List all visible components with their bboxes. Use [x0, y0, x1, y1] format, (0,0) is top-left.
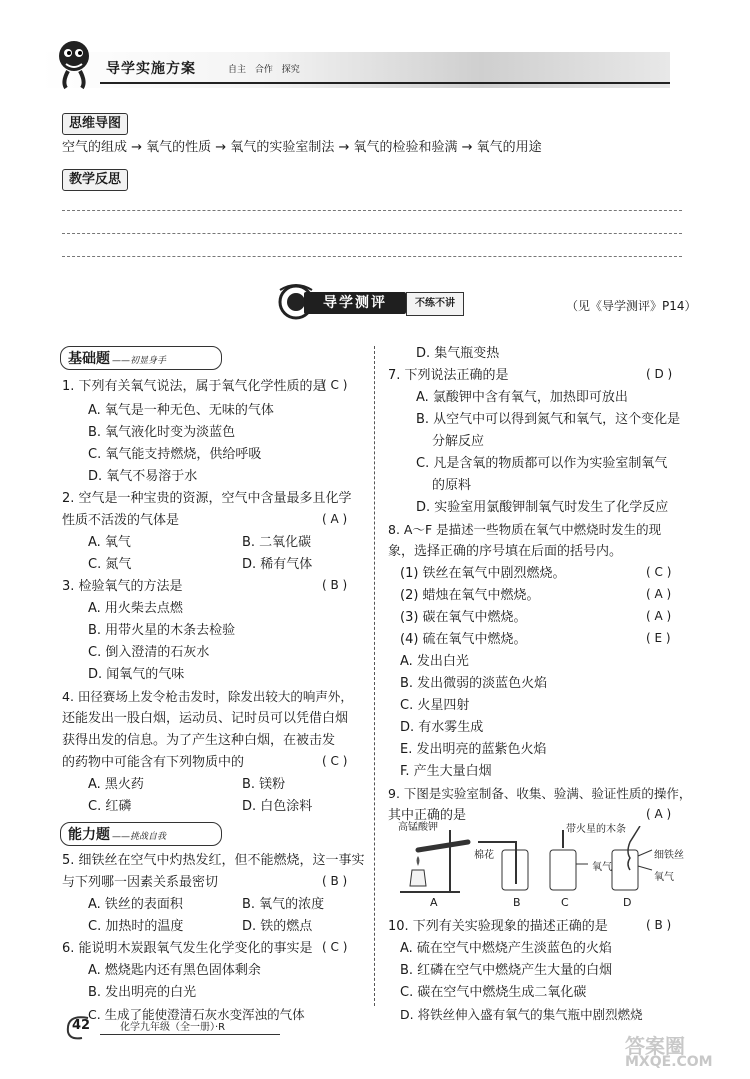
q8-option-f: F. 产生大量白烟 — [400, 764, 492, 779]
q2-answer: ( A ) — [322, 512, 348, 526]
q8-option-a: A. 发出白光 — [400, 654, 469, 669]
q8-item-3: (3) 碳在氧气中燃烧。 — [400, 610, 527, 625]
q5-stem-2: 与下列哪一因素关系最密切 — [62, 875, 219, 890]
q7-option-b-1: B. 从空气中可以得到氮气和氧气，这个变化是 — [416, 412, 681, 427]
q4-answer: ( C ) — [322, 754, 348, 768]
q5-option-c: C. 加热时的温度 — [88, 919, 184, 934]
q4-option-c: C. 红磷 — [88, 799, 132, 814]
q1-option-b: B. 氧气液化时变为淡蓝色 — [88, 425, 236, 440]
header-title: 导学实施方案 — [106, 61, 196, 77]
q8-item-1-answer: ( C ) — [646, 565, 672, 579]
header-subtitle: 自主 合作 探究 — [228, 65, 300, 75]
q4-option-a: A. 黑火药 — [88, 777, 144, 792]
q1-stem: 1. 下列有关氧气说法，属于氧气化学性质的是 — [62, 379, 326, 394]
basic-title-text: 基础题 — [68, 351, 110, 367]
ability-section-title — [68, 824, 166, 844]
q9-stem-2: 其中正确的是 — [388, 808, 467, 823]
q1-option-a: A. 氧气是一种无色、无味的气体 — [88, 403, 274, 418]
q5-option-b: B. 氧气的浓度 — [242, 897, 325, 912]
q6-option-c: C. 生成了能使澄清石灰水变浑浊的气体 — [88, 1007, 305, 1022]
q8-stem-1: 8. A～F 是描述一些物质在氧气中燃烧时发生的现 — [388, 522, 662, 537]
q7-option-d: D. 实验室用氯酸钾制氧气时发生了化学反应 — [416, 500, 669, 515]
ability-title-text: 能力题 — [68, 827, 110, 843]
banner-reference: （见《导学测评》P14） — [566, 299, 697, 313]
q1-option-d: D. 氧气不易溶于水 — [88, 469, 198, 484]
q10-answer: ( B ) — [646, 918, 672, 932]
banner-tag: 不练不讲 — [406, 292, 464, 316]
watermark-url: MXQE.COM — [625, 1054, 713, 1070]
reflection-label: 教学反思 — [62, 169, 128, 191]
banner-title: 导学测评 — [304, 292, 406, 314]
q6-option-b: B. 发出明亮的白光 — [88, 985, 197, 1000]
q2-option-d: D. 稀有气体 — [242, 557, 313, 572]
page-number: 42 — [72, 1018, 91, 1033]
q3-answer: ( B ) — [322, 578, 348, 592]
q10-option-a: A. 硫在空气中燃烧产生淡蓝色的火焰 — [400, 941, 612, 956]
q4-stem-2: 还能发出一股白烟，运动员、记时员可以凭借白烟 — [62, 711, 349, 726]
q4-option-d: D. 白色涂料 — [242, 799, 313, 814]
q4-stem-3: 获得出发的信息。为了产生这种白烟，在被击发 — [62, 733, 336, 748]
q7-option-c-1: C. 凡是含氧的物质都可以作为实验室制氧气 — [416, 456, 668, 471]
q3-option-b: B. 用带火星的木条去检验 — [88, 623, 236, 638]
q7-option-b-2: 分解反应 — [432, 434, 485, 449]
q3-option-c: C. 倒入澄清的石灰水 — [88, 645, 210, 660]
q1-answer: ( C ) — [322, 378, 348, 392]
caption-b: B — [513, 896, 521, 909]
caption-a: A — [430, 896, 438, 909]
caption-d: D — [623, 896, 632, 909]
q2-option-a: A. 氧气 — [88, 535, 131, 550]
header-rule — [100, 82, 670, 84]
q5-answer: ( B ) — [322, 874, 348, 888]
q6-answer: ( C ) — [322, 940, 348, 954]
q3-option-d: D. 闻氧气的气味 — [88, 667, 185, 682]
q4-stem-1: 4. 田径赛场上发令枪击发时，除发出较大的响声外， — [62, 689, 353, 704]
q2-stem-2: 性质不活泼的气体是 — [62, 513, 180, 528]
q4-stem-4: 的药物中可能含有下列物质中的 — [62, 755, 245, 770]
q1-option-c: C. 氧气能支持燃烧，供给呼吸 — [88, 447, 262, 462]
q10-option-c: C. 碳在空气中燃烧生成二氧化碳 — [400, 985, 587, 1000]
watermark-stamp: 答案圈 — [625, 1034, 685, 1058]
label-oxygen-d: 氧气 — [654, 872, 674, 883]
q8-option-b: B. 发出微弱的淡蓝色火焰 — [400, 676, 548, 691]
basic-section-title — [68, 348, 166, 368]
q9-answer: ( A ) — [646, 807, 672, 821]
q6-option-d: D. 集气瓶变热 — [416, 346, 500, 361]
mascot-icon — [52, 38, 96, 90]
q9-stem-1: 9. 下图是实验室制备、收集、验满、验证性质的操作， — [388, 786, 692, 801]
q8-item-2-answer: ( A ) — [646, 587, 672, 601]
q9-apparatus — [390, 826, 690, 896]
label-glowing-stick: 带火星的木条 — [566, 824, 626, 835]
q2-option-c: C. 氮气 — [88, 557, 132, 572]
q7-answer: ( D ) — [646, 367, 673, 381]
label-potassium-permanganate: 高锰酸钾 — [398, 822, 438, 833]
q8-item-4: (4) 硫在氧气中燃烧。 — [400, 632, 527, 647]
q8-stem-2: 象，选择正确的序号填在后面的括号内。 — [388, 544, 623, 559]
mind-map-label: 思维导图 — [62, 113, 128, 135]
q3-stem: 3. 检验氧气的方法是 — [62, 579, 183, 594]
q7-option-a: A. 氯酸钾中含有氧气，加热即可放出 — [416, 390, 628, 405]
q5-stem-1: 5. 细铁丝在空气中灼热发红，但不能燃烧，这一事实 — [62, 853, 365, 868]
q7-option-c-2: 的原料 — [432, 478, 472, 493]
reflection-line-1 — [62, 210, 682, 211]
mind-map-text: 空气的组成 → 氧气的性质 → 氧气的实验室制法 → 氧气的检验和验满 → 氧气的用途 — [62, 140, 542, 155]
footer-book: 化学九年级（全一册）·R — [120, 1022, 226, 1033]
q6-option-a: A. 燃烧匙内还有黑色固体剩余 — [88, 963, 261, 978]
q8-item-4-answer: ( E ) — [646, 631, 671, 645]
q2-option-b: B. 二氧化碳 — [242, 535, 312, 550]
label-cotton: 棉花 — [474, 850, 494, 861]
q4-option-b: B. 镁粉 — [242, 777, 286, 792]
q8-item-3-answer: ( A ) — [646, 609, 672, 623]
q10-stem: 10. 下列有关实验现象的描述正确的是 — [388, 919, 608, 934]
q8-item-2: (2) 蜡烛在氧气中燃烧。 — [400, 588, 540, 603]
basic-title-sub: ——初显身手 — [112, 356, 167, 366]
q8-option-d: D. 有水雾生成 — [400, 720, 484, 735]
reflection-line-2 — [62, 233, 682, 234]
reflection-line-3 — [62, 256, 682, 257]
q8-item-1: (1) 铁丝在氧气中剧烈燃烧。 — [400, 566, 566, 581]
q2-stem-1: 2. 空气是一种宝贵的资源，空气中含量最多且化学 — [62, 491, 352, 506]
q10-option-d: D. 将铁丝伸入盛有氧气的集气瓶中剧烈燃烧 — [400, 1007, 643, 1022]
footer-rule — [100, 1034, 280, 1035]
q5-option-a: A. 铁丝的表面积 — [88, 897, 183, 912]
q10-option-b: B. 红磷在空气中燃烧产生大量的白烟 — [400, 963, 613, 978]
q6-stem: 6. 能说明木炭跟氧气发生化学变化的事实是 — [62, 941, 313, 956]
q8-option-e: E. 发出明亮的蓝紫色火焰 — [400, 742, 547, 757]
label-fine-iron-wire: 细铁丝 — [654, 850, 684, 861]
ability-title-sub: ——挑战自我 — [112, 832, 167, 842]
label-oxygen-c: 氧气 — [592, 862, 612, 873]
caption-c: C — [561, 896, 569, 909]
q8-option-c: C. 火星四射 — [400, 698, 470, 713]
q3-option-a: A. 用火柴去点燃 — [88, 601, 183, 616]
column-divider — [374, 346, 375, 1006]
q7-stem: 7. 下列说法正确的是 — [388, 368, 509, 383]
q5-option-d: D. 铁的燃点 — [242, 919, 313, 934]
